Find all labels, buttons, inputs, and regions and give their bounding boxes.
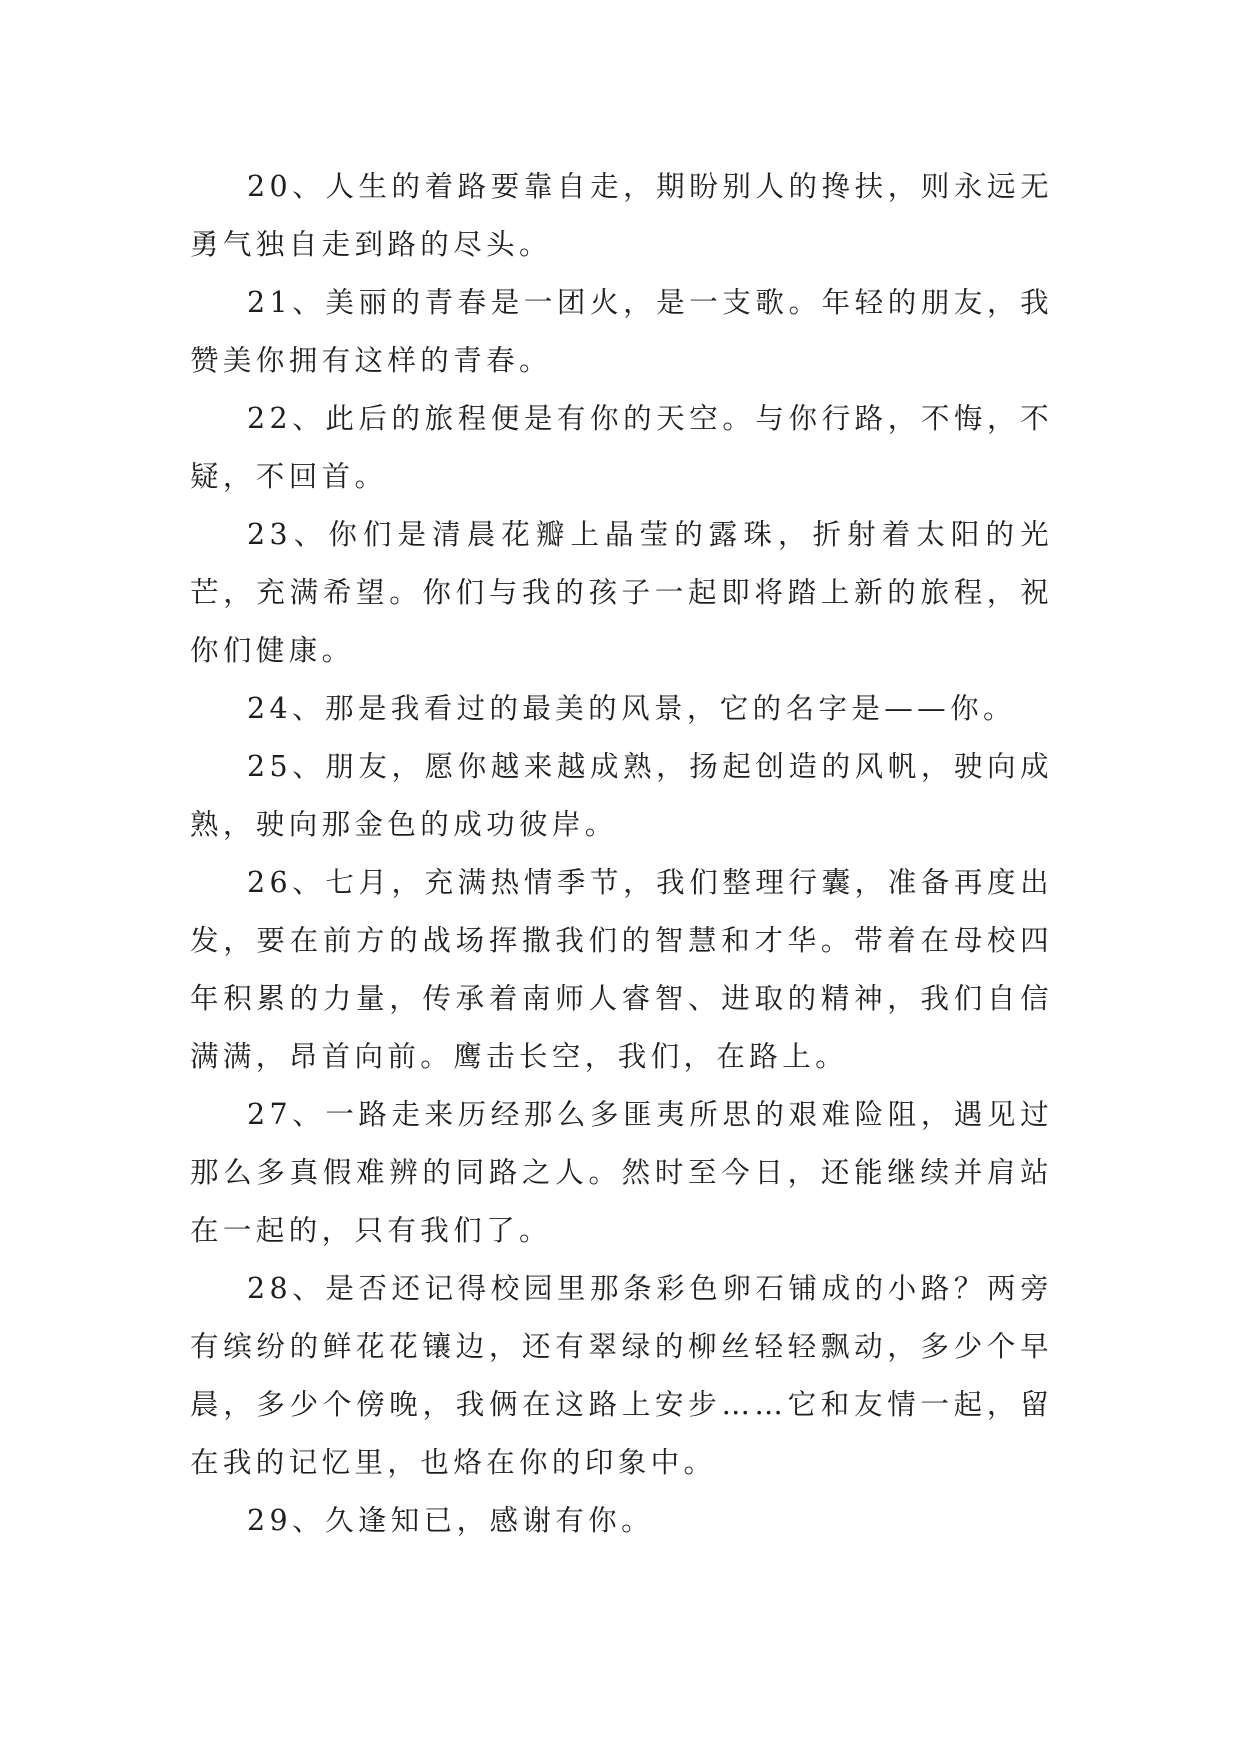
paragraph-26: 26、七月，充满热情季节，我们整理行囊，准备再度出发，要在前方的战场挥撒我们的智慧和才华。带着在母校四年积累的力量，传承着南师人睿智、进取的精神，我们自信满满，昂首向前。鹰击长空，我们，在路上。	[190, 866, 1053, 1073]
paragraph-20: 20、人生的着路要靠自走，期盼别人的搀扶，则永远无勇气独自走到路的尽头。	[190, 170, 1053, 261]
paragraph-27: 27、一路走来历经那么多匪夷所思的艰难险阻，遇见过那么多真假难辨的同路之人。然时至今日，还能继续并肩站在一起的，只有我们了。	[190, 1098, 1053, 1247]
paragraph-21: 21、美丽的青春是一团火，是一支歌。年轻的朋友，我赞美你拥有这样的青春。	[190, 286, 1053, 377]
paragraph-29: 29、久逢知已，感谢有你。	[247, 1504, 654, 1537]
paragraph-23: 23、你们是清晨花瓣上晶莹的露珠，折射着太阳的光芒，充满希望。你们与我的孩子一起即将踏上新的旅程，祝你们健康。	[190, 518, 1053, 667]
paragraph-24: 24、那是我看过的最美的风景，它的名字是——你。	[247, 692, 1016, 725]
paragraph-25: 25、朋友，愿你越来越成熟，扬起创造的风帆，驶向成熟，驶向那金色的成功彼岸。	[190, 750, 1053, 841]
paragraph-22: 22、此后的旅程便是有你的天空。与你行路，不悔，不疑，不回首。	[190, 402, 1053, 493]
paragraph-28: 28、是否还记得校园里那条彩色卵石铺成的小路？两旁有缤纷的鲜花花镶边，还有翠绿的柳丝轻轻飘动，多少个早晨，多少个傍晚，我俩在这路上安步……它和友情一起，留在我的记忆里，也烙在你的印象中。	[190, 1272, 1053, 1479]
